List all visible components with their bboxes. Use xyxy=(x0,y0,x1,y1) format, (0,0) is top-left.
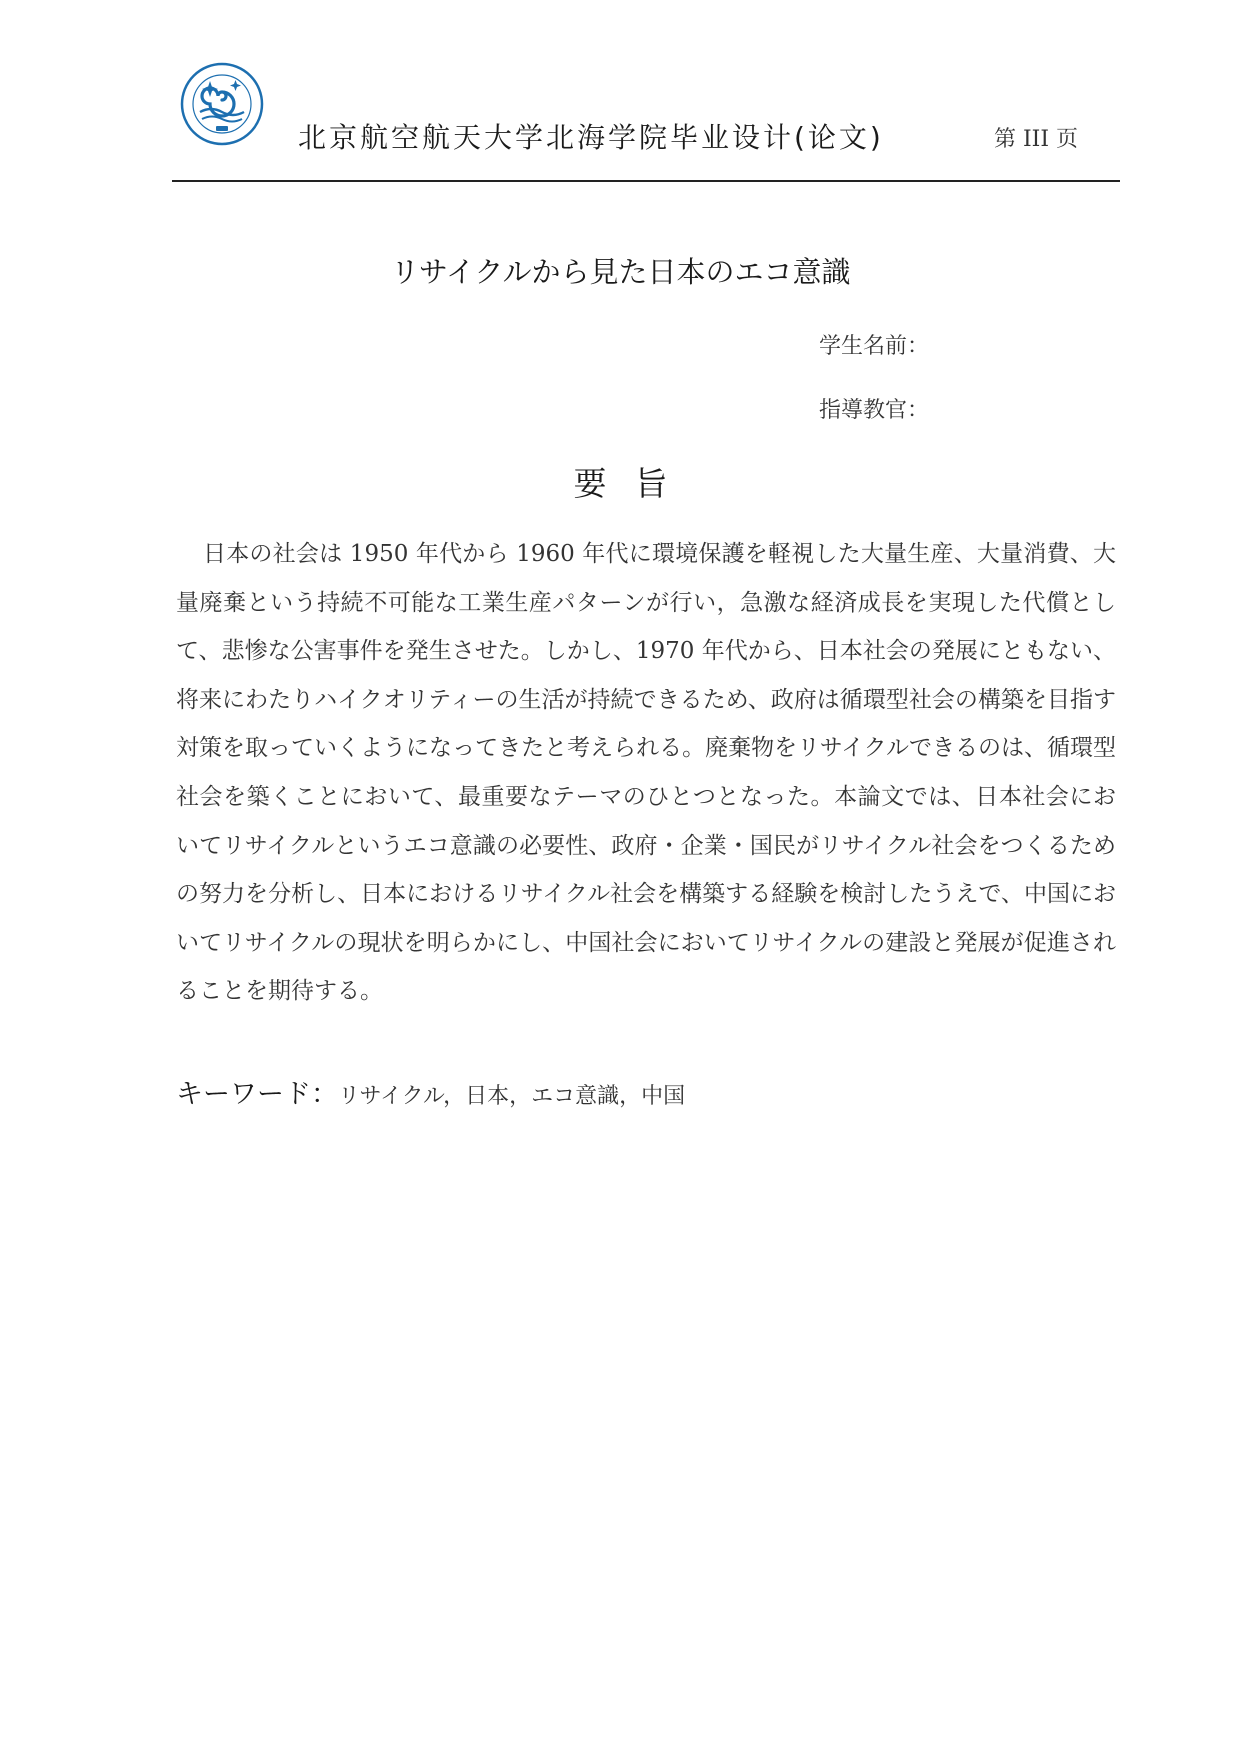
institution-name: 北京航空航天大学北海学院毕业设计(论文) xyxy=(298,121,884,154)
page-header xyxy=(172,60,1120,184)
header-divider xyxy=(172,180,1120,182)
keywords-value: リサイクル，日本，エコ意識，中国 xyxy=(338,1084,686,1109)
thesis-title: リサイクルから見た日本のエコ意識 xyxy=(390,255,851,289)
keywords-label: キーワード： xyxy=(176,1079,338,1110)
abstract-body: 日本の社会は 1950 年代から 1960 年代に環境保護を軽視した大量生産、大量消費、大量廃棄という持続不可能な工業生産パターンが行い，急激な経済成長を実現した代償として、悲惨な公害事件を発生させた。しかし、1970 年代から、日本社会の発展にともない、将来にわたりハイクオリティーの生活が持続できるため、政府は循環型社会の構築を目指す対策を取っていくようになってきたと考えられる。廃棄物をリサイクルできるのは、循環型社会を築くことにおいて、最重要なテーマのひとつとなった。本論文では、日本社会においてリサイクルというエコ意識の必要性、政府・企業・国民がリサイクル社会をつくるための努力を分析し、日本におけるリサイクル社会を構築する経験を検討したうえで、中国においてリサイクルの現状を明らかにし、中国社会においてリサイクルの建設と発展が促進されることを期待する。 xyxy=(176,541,1116,1005)
abstract-heading: 要旨 xyxy=(573,464,696,503)
keywords-line xyxy=(176,1072,685,1111)
advisor-name-label: 指導教官： xyxy=(819,398,930,423)
page-number: 第 III 页 xyxy=(994,127,1079,152)
university-seal-icon xyxy=(180,62,264,146)
student-name-label: 学生名前： xyxy=(819,334,930,359)
